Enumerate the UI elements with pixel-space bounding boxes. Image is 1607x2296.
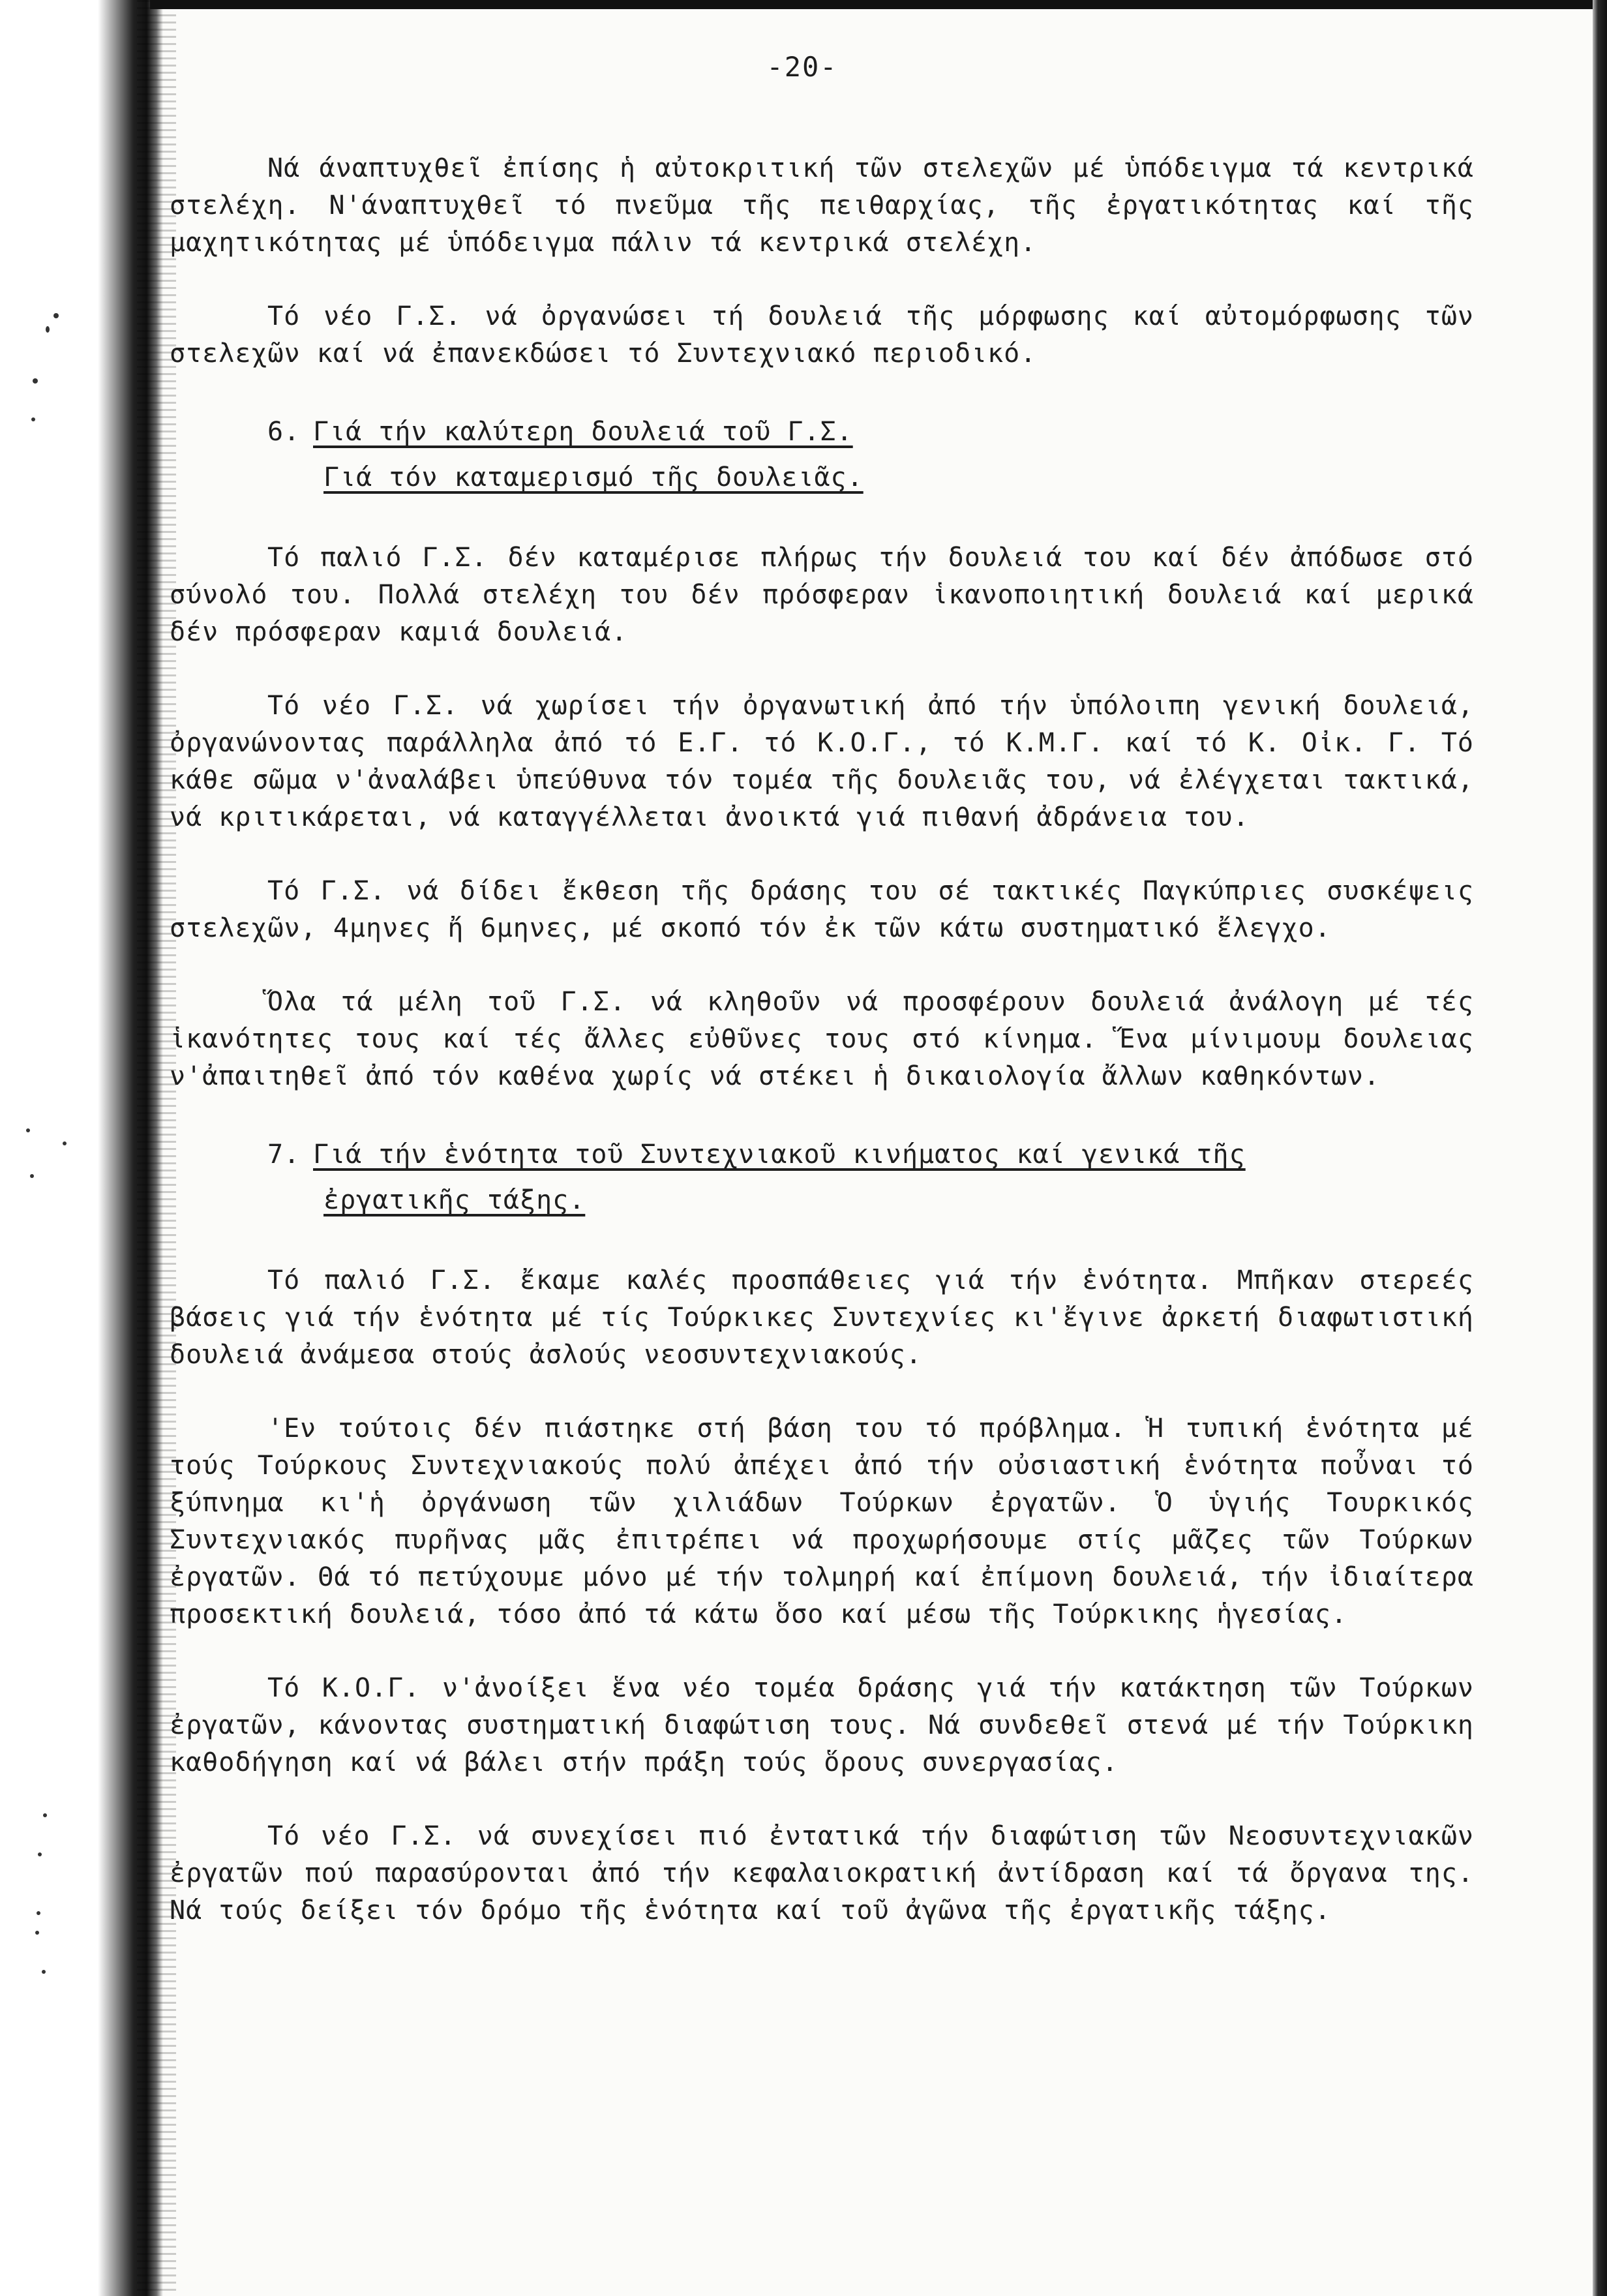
scan-speck xyxy=(63,1141,67,1145)
scan-speck xyxy=(31,417,35,421)
paragraph: Τό Γ.Σ. νά δίδει ἔκθεση τῆς δράσης του σέ τακτικές Παγκύπριες συσκέψεις στελεχῶν, 4μηνες ἤ 6μηνες, μέ σκοπό τόν ἐκ τῶν κάτω συστηματικό ἔλεγχο. xyxy=(170,876,1474,943)
scan-speck xyxy=(42,1970,46,1974)
section-title-line: Γιά τήν ἑνότητα τοῦ Συντεχνιακοῦ κινήματος καί γενικά τῆς xyxy=(313,1140,1246,1170)
section-title-line: Γιά τήν καλύτερη δουλειά τοῦ Γ.Σ. xyxy=(313,417,853,447)
paragraph: 'Εν τούτοις δέν πιάστηκε στή βάση του τό πρόβλημα. Ἡ τυπική ἑνότητα μέ τούς Τούρκους Συντεχνιακούς πολύ ἀπέχει ἀπό τήν οὐσιαστική ἑνότητα ποὖναι τό ξύπνημα κι'ἡ ὀργάνωση τῶν χιλιάδων Τούρκων ἐργατῶν. Ὁ ὑγιής Τουρκικός Συντεχνιακός πυρῆνας μᾶς ἐπιτρέπει νά προχωρήσουμε στίς μᾶζες τῶν Τούρκων ἐργατῶν. Θά τό πετύχουμε μόνο μέ τήν τολμηρή καί ἐπίμονη δουλειά, τήν ἰδιαίτερα προσεκτική δουλειά, τόσο ἀπό τά κάτω ὅσο καί μέσω τῆς Τούρκικης ἡγεσίας. xyxy=(170,1413,1474,1629)
scan-speck xyxy=(37,1911,40,1915)
scan-speck xyxy=(43,1813,47,1817)
scan-speck xyxy=(33,378,38,384)
document-body xyxy=(170,150,1474,1966)
scan-speck xyxy=(53,313,59,318)
paragraph: Τό παλιό Γ.Σ. δέν καταμέρισε πλήρως τήν δουλειά του καί δέν ἀπόδωσε στό σύνολό του. Πολλά στελέχη του δέν πρόσφεραν ἱκανοποιητική δουλειά καί μερικά δέν πρόσφεραν καμιά δουλειά. xyxy=(170,543,1474,647)
section-heading-6 xyxy=(267,409,1474,500)
scan-speck xyxy=(38,1852,42,1856)
paragraph: Ὅλα τά μέλη τοῦ Γ.Σ. νά κληθοῦν νά προσφέρουν δουλειά ἀνάλογη μέ τές ἱκανότητες τους καί τές ἄλλες εὐθῦνες τους στό κίνημα. Ἕνα μίνιμουμ δουλειας ν'ἀπαιτηθεῖ ἀπό τόν καθένα χωρίς νά στέκει ἡ δικαιολογία ἄλλων καθηκόντων. xyxy=(170,987,1474,1091)
section-title-line: Γιά τόν καταμερισμό τῆς δουλειᾶς. xyxy=(323,462,864,492)
paragraph: Τό παλιό Γ.Σ. ἔκαμε καλές προσπάθειες γιά τήν ἑνότητα. Μπῆκαν στερεές βάσεις γιά τήν ἑνότητα μέ τίς Τούρκικες Συντεχνίες κι'ἔγινε ἀρκετή διαφωτιστική δουλειά ἀνάμεσα στούς ἀσλούς νεοσυντεχνιακούς. xyxy=(170,1265,1474,1370)
section-title-line: ἐργατικῆς τάξης. xyxy=(323,1185,586,1215)
scan-speck xyxy=(30,1174,34,1178)
paragraph: Νά άναπτυχθεῖ ἐπίσης ἡ αὐτοκριτική τῶν στελεχῶν μέ ὑπόδειγμα τά κεντρικά στελέχη. Ν'άναπτυχθεῖ τό πνεῦμα τῆς πειθαρχίας, τῆς ἐργατικότητας καί τῆς μαχητικότητας μέ ὑπόδειγμα πάλιν τά κεντρικά στελέχη. xyxy=(170,153,1474,258)
section-number: 6. xyxy=(267,417,301,447)
paragraph: Τό νέο Γ.Σ. νά χωρίσει τήν ὀργανωτική ἀπό τήν ὑπόλοιπη γενική δουλειά, ὀργανώνοντας παράλληλα ἀπό τό Ε.Γ. τό Κ.Ο.Γ., τό Κ.Μ.Γ. καί τό Κ. Οἰκ. Γ. Τό κάθε σῶμα ν'ἀναλάβει ὑπεύθυνα τόν τομέα τῆς δουλειᾶς του, νά ἐλέγχεται τακτικά, νά κριτικάρεται, νά καταγγέλλεται ἀνοικτά γιά πιθανή ἀδράνεια του. xyxy=(170,691,1474,832)
paragraph: Τό νέο Γ.Σ. νά συνεχίσει πιό ἐντατικά τήν διαφώτιση τῶν Νεοσυντεχνιακῶν ἐργατῶν πού παρασύρονται ἀπό τήν κεφαλαιοκρατική ἀντίδραση καί τά ὄργανα της. Νά τούς δείξει τόν δρόμο τῆς ἑνότητα καί τοῦ ἀγῶνα τῆς ἐργατικῆς τάξης. xyxy=(170,1821,1474,1926)
scan-speck xyxy=(46,326,50,333)
scan-speck xyxy=(26,1128,30,1132)
section-heading-7 xyxy=(267,1132,1474,1223)
paragraph: Τό Κ.Ο.Γ. ν'ἀνοίξει ἕνα νέο τομέα δράσης γιά τήν κατάκτηση τῶν Τούρκων ἐργατῶν, κάνοντας συστηματική διαφώτιση τους. Νά συνδεθεῖ στενά μέ τήν Τούρκικη καθοδήγηση καί νά βάλει στήν πράξη τούς ὅρους συνεργασίας. xyxy=(170,1673,1474,1777)
section-number: 7. xyxy=(267,1140,301,1170)
top-scan-border xyxy=(150,0,1607,9)
scan-speck xyxy=(35,1931,39,1935)
paragraph: Τό νέο Γ.Σ. νά ὀργανώσει τή δουλειά τῆς μόρφωσης καί αὐτομόρφωσης τῶν στελεχῶν καί νά ἐπανεκδώσει τό Συντεχνιακό περιοδικό. xyxy=(170,301,1474,369)
page-number: -20- xyxy=(766,51,838,83)
right-scan-border xyxy=(1593,0,1607,2296)
